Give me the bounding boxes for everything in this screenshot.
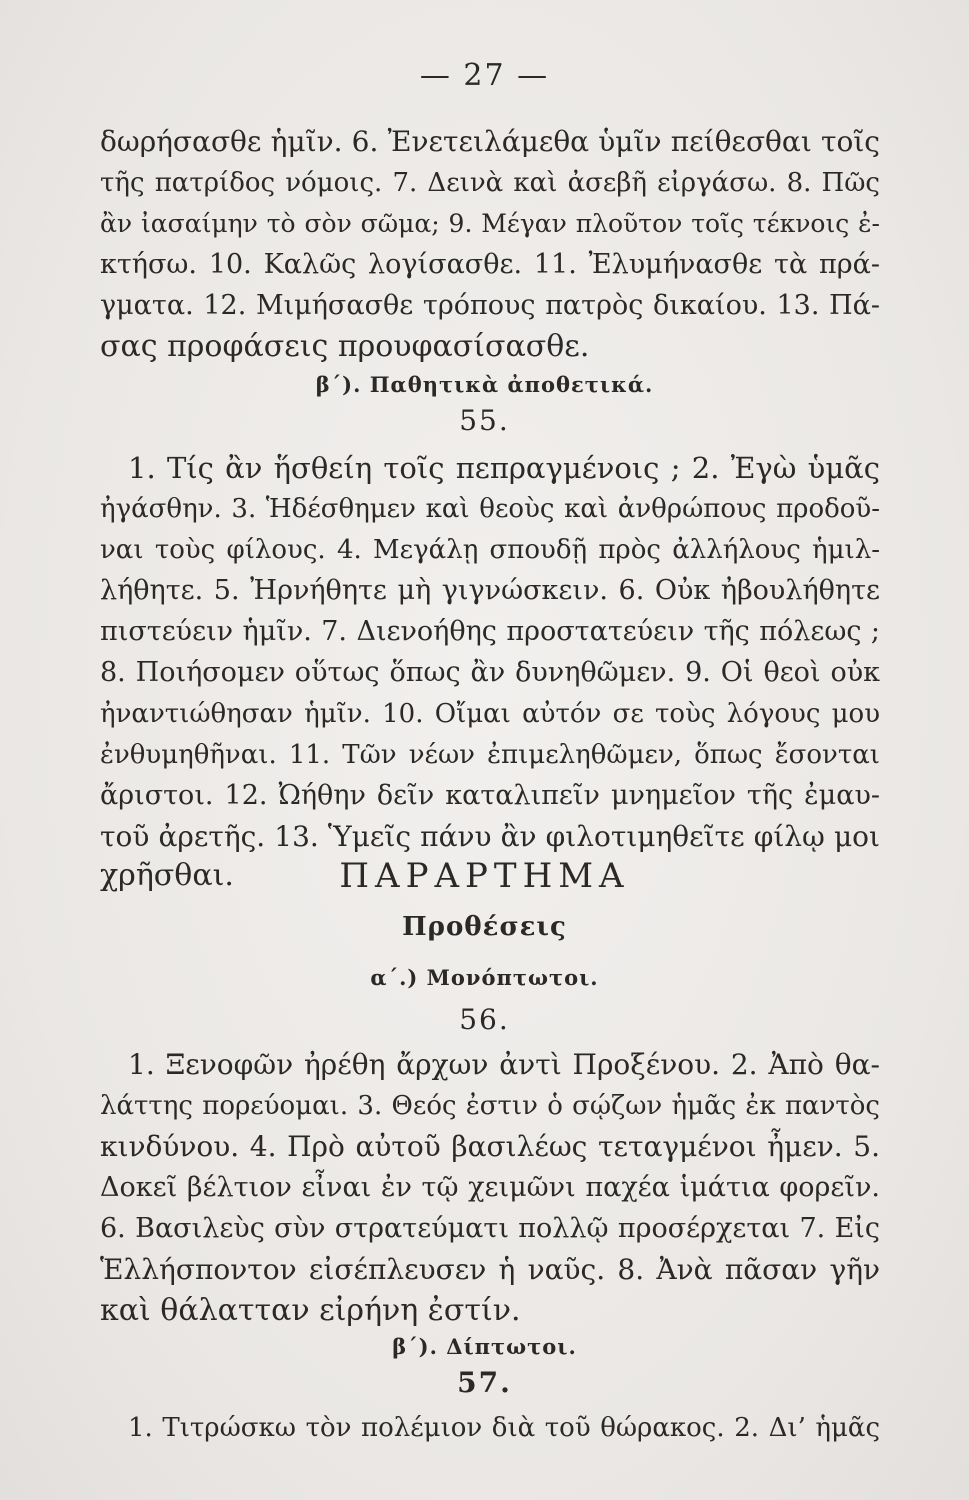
- exercise-number: 56.: [459, 1003, 510, 1036]
- text-line: Ἑλλήσποντον εἰσέπλευσεν ἡ ναῦς. 8. Ἀνὰ πᾶσαν γῆν: [100, 1253, 880, 1286]
- text-line: τοῦ ἀρετῆς. 13. Ὑμεῖς πάνυ ἂν φιλοτιμηθεῖτε φίλῳ μοι: [100, 820, 880, 853]
- text-line: τῆς πατρίδος νόμοις. 7. Δεινὰ καὶ ἀσεβῆ εἰργάσω. 8. Πῶς: [100, 168, 880, 198]
- text-line: λάττης πορεύομαι. 3. Θεός ἐστιν ὁ σῴζων ἡμᾶς ἐκ παντὸς: [100, 1091, 880, 1121]
- text-line: σας προφάσεις προυφασίσασθε.: [100, 329, 590, 364]
- text-line: 1. Τιτρώσκω τὸν πολέμιον διὰ τοῦ θώρακος. 2. Δι’ ἡμᾶς: [128, 1413, 880, 1443]
- section-heading: β΄). Δίπτωτοι.: [392, 1334, 577, 1359]
- text-line: ἐνθυμηθῆναι. 11. Τῶν νέων ἐπιμεληθῶμεν, ὅπως ἔσονται: [100, 740, 880, 770]
- text-line: 6. Βασιλεὺς σὺν στρατεύματι πολλῷ προσέρχεται 7. Εἰς: [100, 1213, 880, 1244]
- text-line: ἠγάσθην. 3. Ἡδέσθημεν καὶ θεοὺς καὶ ἀνθρώπους προδοῦ-: [100, 494, 880, 524]
- exercise-number: 55.: [459, 404, 510, 437]
- appendix-title: ΠΑΡΑΡΤΗΜΑ: [339, 856, 630, 896]
- text-line: πιστεύειν ἡμῖν. 7. Διενοήθης προστατεύειν τῆς πόλεως ;: [100, 616, 880, 647]
- text-line: 1. Ξενοφῶν ἠρέθη ἄρχων ἀντὶ Προξένου. 2. Ἀπὸ θα-: [128, 1048, 880, 1081]
- section-heading: β΄). Παθητικὰ ἀποθετικά.: [315, 372, 654, 397]
- text-line: 8. Ποιήσομεν οὕτως ὅπως ἂν δυνηθῶμεν. 9. Οἱ θεοὶ οὐκ: [100, 657, 880, 688]
- section-heading: α΄.) Μονόπτωτοι.: [370, 965, 599, 990]
- text-line: λήθητε. 5. Ἠρνήθητε μὴ γιγνώσκειν. 6. Οὐκ ἠβουλήθητε: [100, 575, 880, 606]
- appendix-subtitle: Προθέσεις: [402, 912, 567, 942]
- text-line: ἄριστοι. 12. Ὠήθην δεῖν καταλιπεῖν μνημεῖον τῆς ἐμαυ-: [100, 780, 880, 811]
- text-line: ἠναντιώθησαν ἡμῖν. 10. Οἴμαι αὐτόν σε τοὺς λόγους μου: [100, 699, 880, 729]
- exercise-number: 57.: [457, 1366, 512, 1399]
- text-line: ἂν ἰασαίμην τὸ σὸν σῶμα; 9. Μέγαν πλοῦτον τοῖς τέκνοις ἐ-: [100, 209, 880, 238]
- text-line: δωρήσασθε ἡμῖν. 6. Ἐνετειλάμεθα ὑμῖν πείθεσθαι τοῖς: [100, 125, 880, 158]
- text-line: κτήσω. 10. Καλῶς λογίσασθε. 11. Ἐλυμήνασθε τὰ πρά-: [100, 249, 880, 280]
- text-line: κινδύνου. 4. Πρὸ αὐτοῦ βασιλέως τεταγμένοι ἦμεν. 5.: [100, 1130, 880, 1163]
- text-line: ναι τοὺς φίλους. 4. Μεγάλῃ σπουδῇ πρὸς ἀλλήλους ἡμιλ-: [100, 535, 880, 565]
- text-line: 1. Τίς ἂν ἥσθείη τοῖς πεπραγμένοις ; 2. Ἐγὼ ὑμᾶς: [128, 451, 880, 485]
- text-line: γματα. 12. Μιμήσασθε τρόπους πατρὸς δικαίου. 13. Πά-: [100, 290, 880, 321]
- text-line: Δοκεῖ βέλτιον εἶναι ἐν τῷ χειμῶνι παχέα ἱμάτια φορεῖν.: [100, 1172, 880, 1203]
- page-number: — 27 —: [419, 58, 550, 93]
- text-line: χρῆσθαι.: [100, 858, 234, 893]
- text-line: καὶ θάλατταν εἰρήνη ἐστίν.: [100, 1293, 521, 1328]
